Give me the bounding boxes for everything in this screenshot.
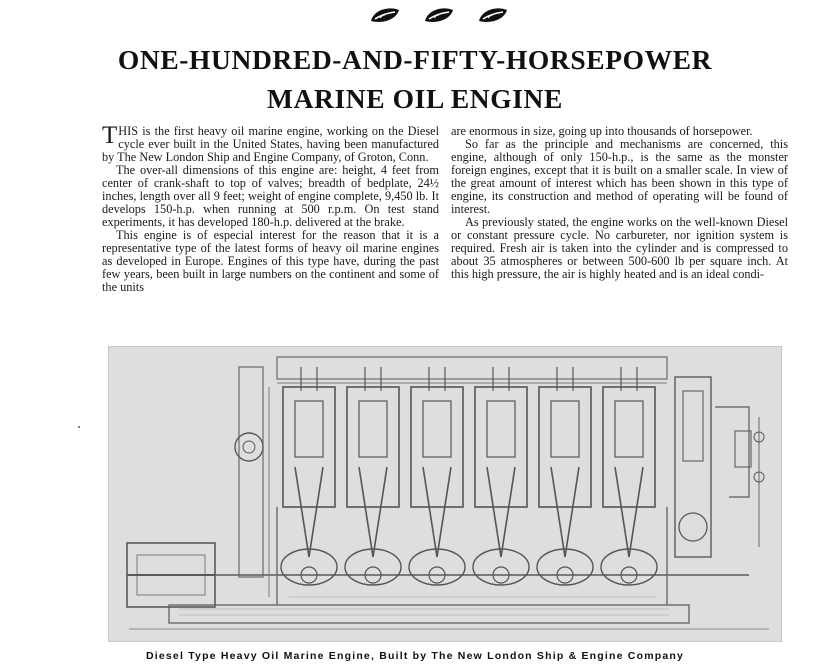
leaf-ornament-icon — [368, 6, 402, 24]
leaf-ornament-icon — [422, 6, 456, 24]
header-ornaments — [368, 6, 510, 24]
margin-mark — [78, 426, 80, 428]
drop-cap: T — [102, 122, 118, 149]
article-column-right — [451, 125, 788, 294]
paragraph: The over-all dimensions of this engine are: height, 4 feet from center of crank-shaft to top of valves; breadth of bedplate, 24½ inches, length over all 9 feet; weight of engine complete, 9,450 lb. It develops 150-h.p. when running at 500 r.p.m. On test stand experiments, it has developed 180-h.p. delivered at the brake. — [102, 163, 439, 229]
engine-cross-section-drawing — [109, 347, 781, 641]
page-title-line-1: ONE-HUNDRED-AND-FIFTY-HORSEPOWER — [117, 44, 713, 75]
paragraph — [102, 122, 439, 164]
engine-drawing-figure — [108, 346, 782, 642]
paragraph: So far as the principle and mechanisms are concerned, this engine, although of only 150-h.p., is the same as the monster foreign engines, except that it is built on a smaller scale. In view of the great amount of interest which has been shown in this type of engine, its construction and method of operating will be found of interest. — [451, 137, 788, 216]
article-body — [102, 122, 788, 294]
figure-caption: Diesel Type Heavy Oil Marine Engine, Built by The New London Ship & Engine Company — [145, 650, 685, 662]
leaf-ornament-icon — [476, 6, 510, 24]
article-column-left — [102, 122, 439, 294]
paragraph: are enormous in size, going up into thousands of horsepower. — [451, 124, 753, 138]
paragraph: This engine is of especial interest for the reason that it is a representative type of the latest forms of heavy oil marine engines as developed in Europe. Engines of this type have, during the past few years, been built in large numbers on the continent and some of the units — [102, 228, 439, 294]
paragraph-text: HIS is the first heavy oil marine engine, working on the Diesel cycle ever built in the United States, having been manufactured by The New London Ship and Engine Company, of Groton, Conn. — [102, 124, 439, 164]
paragraph: As previously stated, the engine works on the well-known Diesel or constant pressure cycle. No carbureter, nor ignition system is required. Fresh air is taken into the cylinder and is compressed to about 35 atmospheres or between 500-600 lb per square inch. At this high pressure, the air is highly heated and is an ideal condi- — [451, 215, 788, 281]
page-title-line-2: MARINE OIL ENGINE — [267, 83, 563, 114]
